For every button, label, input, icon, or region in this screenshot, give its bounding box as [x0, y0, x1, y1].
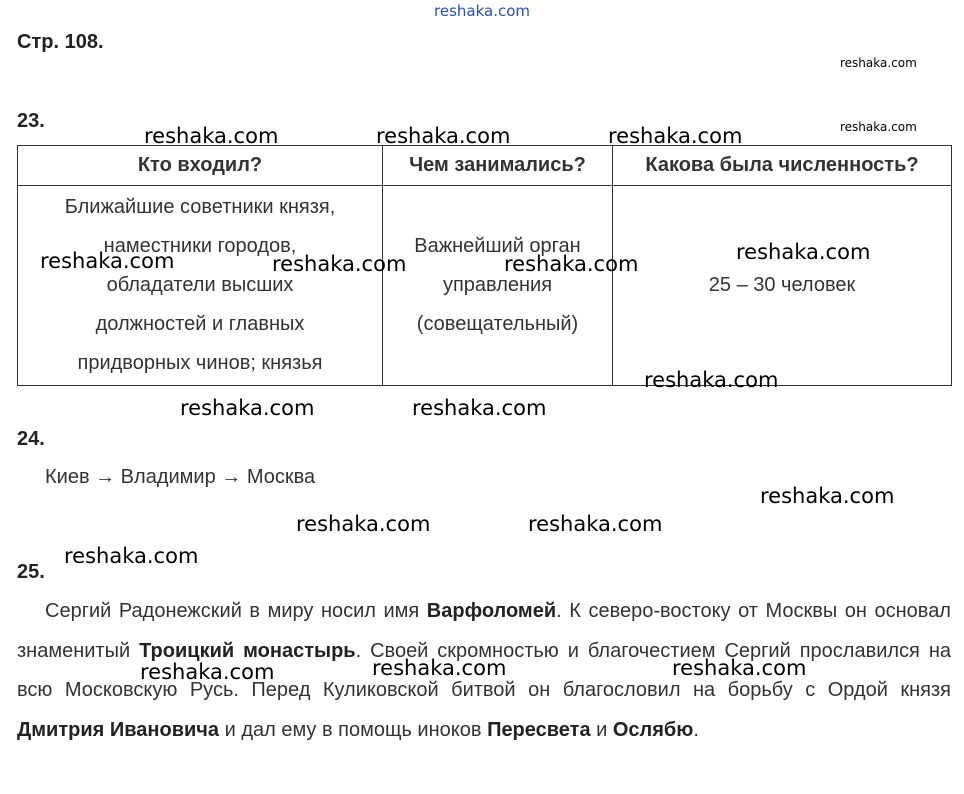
- table-header-cell: Кто входил?: [18, 146, 383, 186]
- table-row: [18, 186, 952, 386]
- watermark: reshaka.com: [760, 484, 895, 508]
- task-24-number: 24.: [17, 428, 45, 450]
- small-watermark: reshaka.com: [840, 120, 917, 134]
- small-watermark: reshaka.com: [840, 56, 917, 70]
- watermark: reshaka.com: [528, 512, 663, 536]
- cell-line: должностей и главных: [95, 313, 305, 335]
- text-segment: и: [590, 718, 613, 741]
- table-cell-members: [18, 186, 383, 386]
- cell-line: наместники городов,: [103, 235, 297, 257]
- text-segment: .: [693, 718, 699, 741]
- watermark: reshaka.com: [40, 249, 175, 273]
- watermark: reshaka.com: [644, 368, 779, 392]
- cell-line: (совещательный): [416, 313, 579, 335]
- cell-line: Важнейший орган: [414, 235, 581, 257]
- cell-line: обладатели высших: [106, 274, 294, 296]
- task-23-number: 23.: [17, 110, 45, 132]
- task-24-text: Киев → Владимир → Москва: [45, 466, 316, 488]
- text-segment: Сергий Радонежский в миру носил имя: [45, 600, 427, 622]
- text-segment: . Своей скромностью и благочестием Сергий прославился на всю Московскую Русь. Перед Куликовской битвой он благословил на борьбу с Ордой князя: [17, 639, 951, 701]
- bold-term: Дмитрия Ивановича: [17, 718, 220, 741]
- watermark: reshaka.com: [372, 656, 507, 680]
- watermark: reshaka.com: [180, 396, 315, 420]
- watermark: reshaka.com: [296, 512, 431, 536]
- table-cell-duties: [383, 186, 613, 386]
- table-header-cell: Какова была численность?: [613, 146, 952, 186]
- watermark: reshaka.com: [672, 656, 807, 680]
- bold-term: Ослябю: [612, 718, 694, 741]
- cell-line: придворных чинов; князья: [77, 352, 323, 374]
- watermark: reshaka.com: [272, 252, 407, 276]
- text-segment: и дал ему в помощь иноков: [219, 718, 488, 741]
- cell-line: управления: [442, 274, 553, 296]
- bold-term: Троицкий монастырь: [139, 639, 356, 662]
- table-cell-count: [613, 186, 952, 386]
- bold-term: Пересвета: [487, 718, 591, 741]
- cell-line: 25 – 30 человек: [708, 274, 856, 296]
- watermark: reshaka.com: [736, 240, 871, 264]
- header-watermark: reshaka.com: [434, 2, 530, 20]
- watermark: reshaka.com: [412, 396, 547, 420]
- task-25-number: 25.: [17, 561, 45, 583]
- watermark: reshaka.com: [504, 252, 639, 276]
- watermark: reshaka.com: [608, 124, 743, 148]
- watermark: reshaka.com: [140, 660, 275, 684]
- watermark: reshaka.com: [376, 124, 511, 148]
- watermark: reshaka.com: [144, 124, 279, 148]
- text-segment: . К северо-востоку от Москвы он основал знаменитый: [17, 600, 951, 662]
- bold-term: Варфоломей: [426, 600, 557, 622]
- watermark: reshaka.com: [64, 544, 199, 568]
- table-header-cell: Чем занимались?: [383, 146, 613, 186]
- cell-line: Ближайшие советники князя,: [64, 196, 336, 218]
- page-label: Стр. 108.: [17, 31, 104, 53]
- table-header-row: [18, 146, 952, 186]
